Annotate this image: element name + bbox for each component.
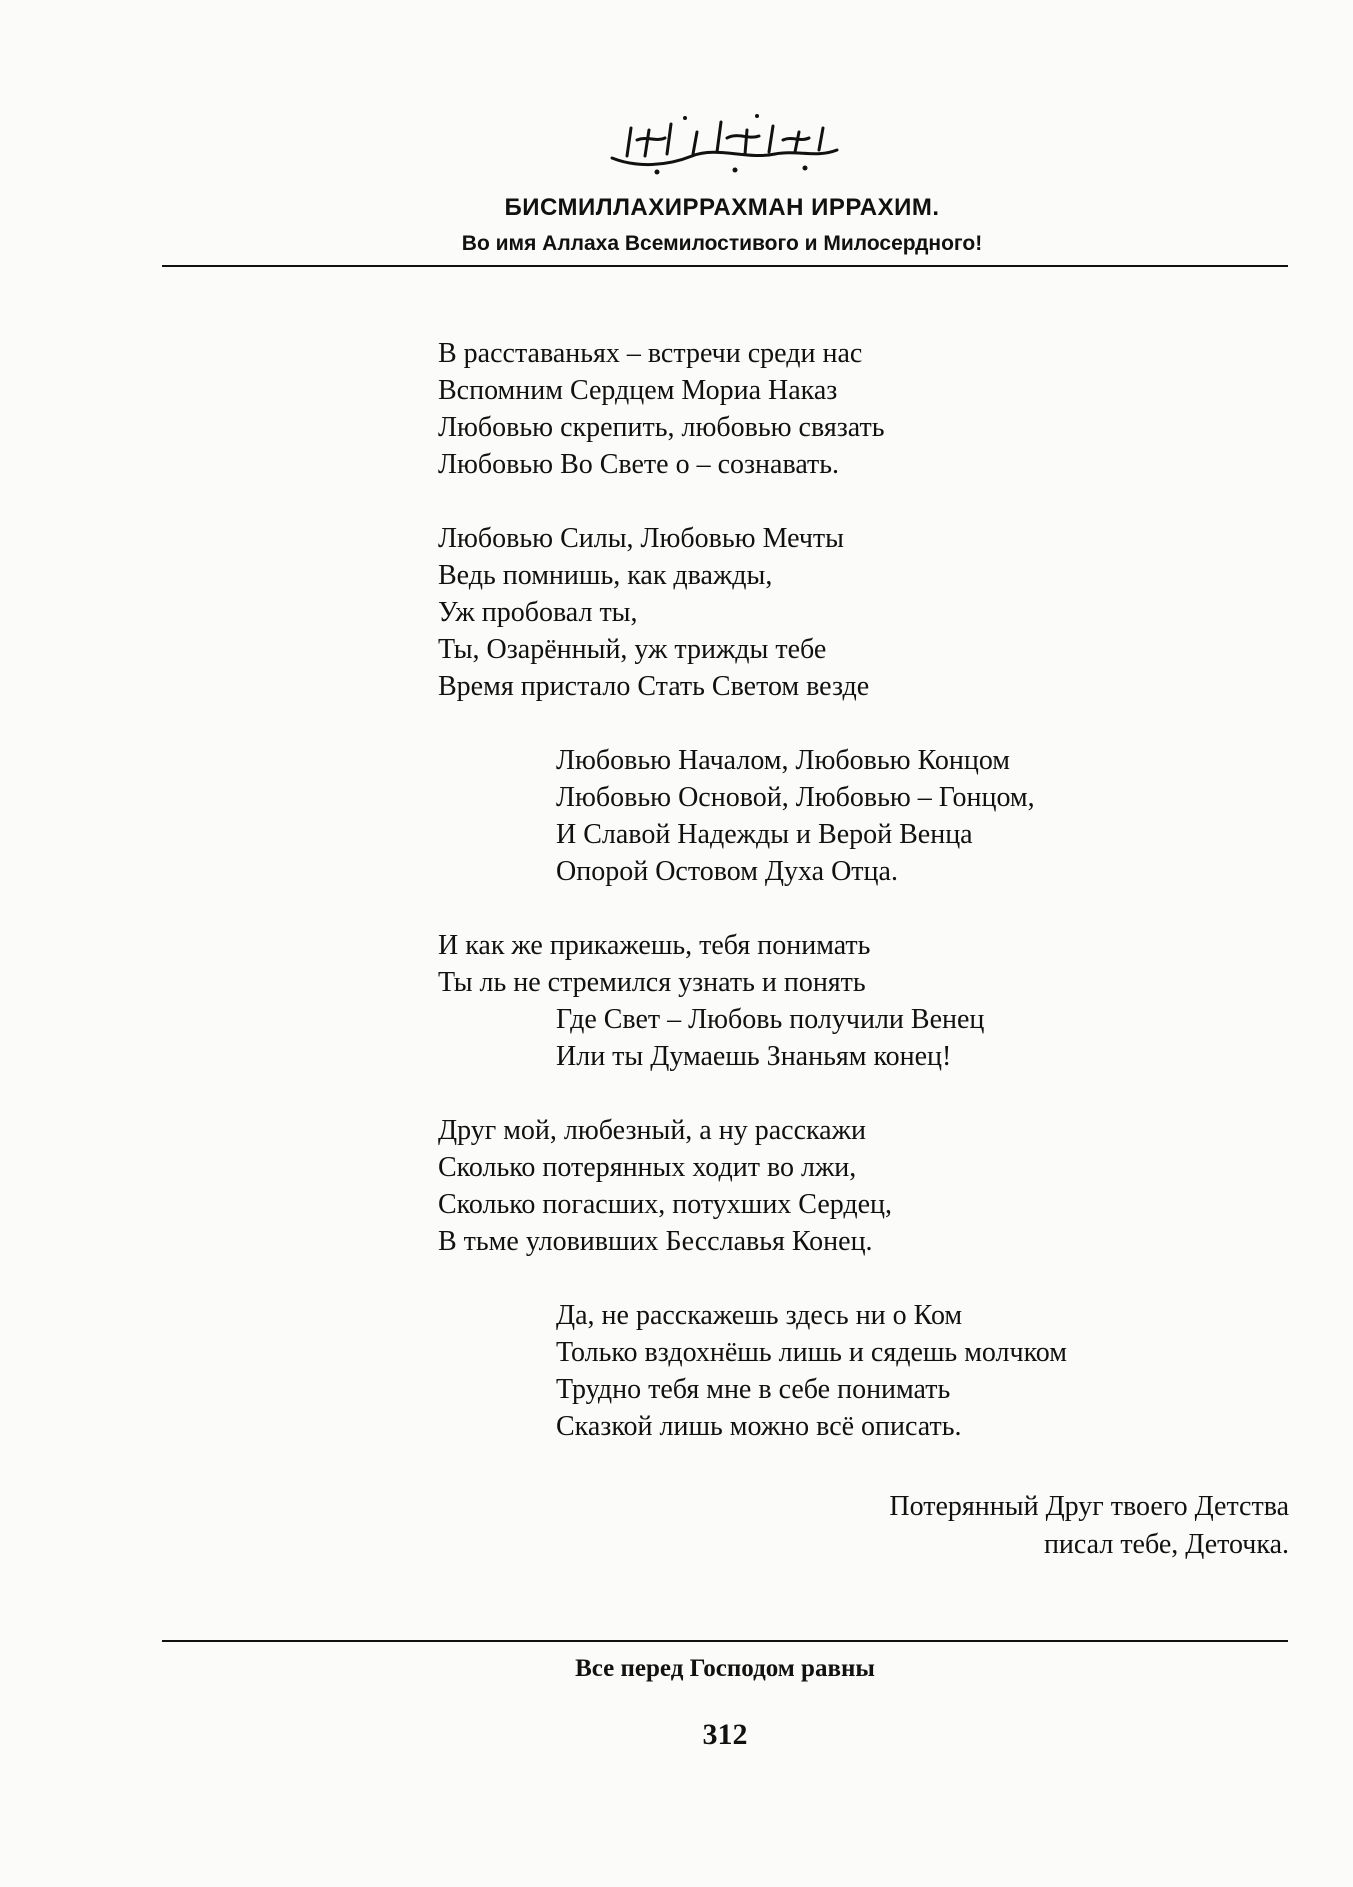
poem-line: Где Свет – Любовь получили Венец: [556, 1004, 985, 1035]
stanza-1: [438, 335, 1298, 483]
poem-line: Вспомним Сердцем Мориа Наказ: [438, 375, 838, 406]
header-divider: [162, 265, 1288, 267]
poem-line: Трудно тебя мне в себе понимать: [556, 1374, 951, 1405]
poem-line: Любовью Силы, Любовью Мечты: [438, 523, 844, 554]
poem-line: И как же прикажешь, тебя понимать: [438, 930, 871, 961]
page-number: 312: [702, 1718, 748, 1751]
signature: [889, 1488, 1289, 1564]
footer-divider: [162, 1640, 1288, 1642]
basmala-transliteration: БИСМИЛЛАХИРРАХМАН ИРРАХИМ.: [504, 194, 940, 221]
poem-line: Любовью скрепить, любовью связать: [438, 412, 885, 443]
poem-line: Время пристало Стать Светом везде: [438, 671, 870, 702]
poem-line: Сколько потерянных ходит во лжи,: [438, 1152, 857, 1183]
stanza-3: [438, 742, 1298, 890]
poem-line: Ты ль не стремился узнать и понять: [438, 967, 866, 998]
signature-line-1: Потерянный Друг твоего Детства: [889, 1491, 1289, 1522]
poem-line: Только вздохнёшь лишь и сядешь молчком: [556, 1337, 1067, 1368]
poem-line: В расставаньях – встречи среди нас: [438, 338, 863, 369]
footer-title: Все перед Господом равны: [575, 1655, 875, 1682]
poem-line: Или ты Думаешь Знаньям конец!: [556, 1041, 952, 1072]
poem-line: И Славой Надежды и Верой Венца: [556, 819, 973, 850]
basmala-calligraphy: [597, 110, 847, 180]
signature-line-2: писал тебе, Деточка.: [1043, 1529, 1289, 1560]
poem-line: Ты, Озарённый, уж трижды тебе: [438, 634, 827, 665]
poem-line: Любовью Во Свете о – сознавать.: [438, 449, 840, 480]
poem-line: В тьме уловивших Бесславья Конец.: [438, 1226, 873, 1257]
poem-line: Друг мой, любезный, а ну расскажи: [438, 1115, 866, 1146]
poem-line: Да, не расскажешь здесь ни о Ком: [556, 1300, 963, 1331]
poem-line: Сказкой лишь можно всё описать.: [556, 1411, 962, 1442]
poem-line: Сколько погасших, потухших Сердец,: [438, 1189, 893, 1220]
stanza-5: [438, 1112, 1298, 1260]
poem: [438, 335, 1298, 1482]
poem-line: Любовью Основой, Любовью – Гонцом,: [556, 782, 1035, 813]
poem-line: Уж пробовал ты,: [438, 597, 638, 628]
stanza-6: [438, 1297, 1298, 1445]
poem-line: Опорой Остовом Духа Отца.: [556, 856, 898, 887]
stanza-2: [438, 520, 1298, 705]
poem-line: Ведь помнишь, как дважды,: [438, 560, 773, 591]
stanza-4: [438, 927, 1298, 1075]
page-header: [162, 110, 1282, 256]
poem-line: Любовью Началом, Любовью Концом: [556, 745, 1011, 776]
basmala-translation: Во имя Аллаха Всемилостивого и Милосердного!: [461, 232, 983, 255]
